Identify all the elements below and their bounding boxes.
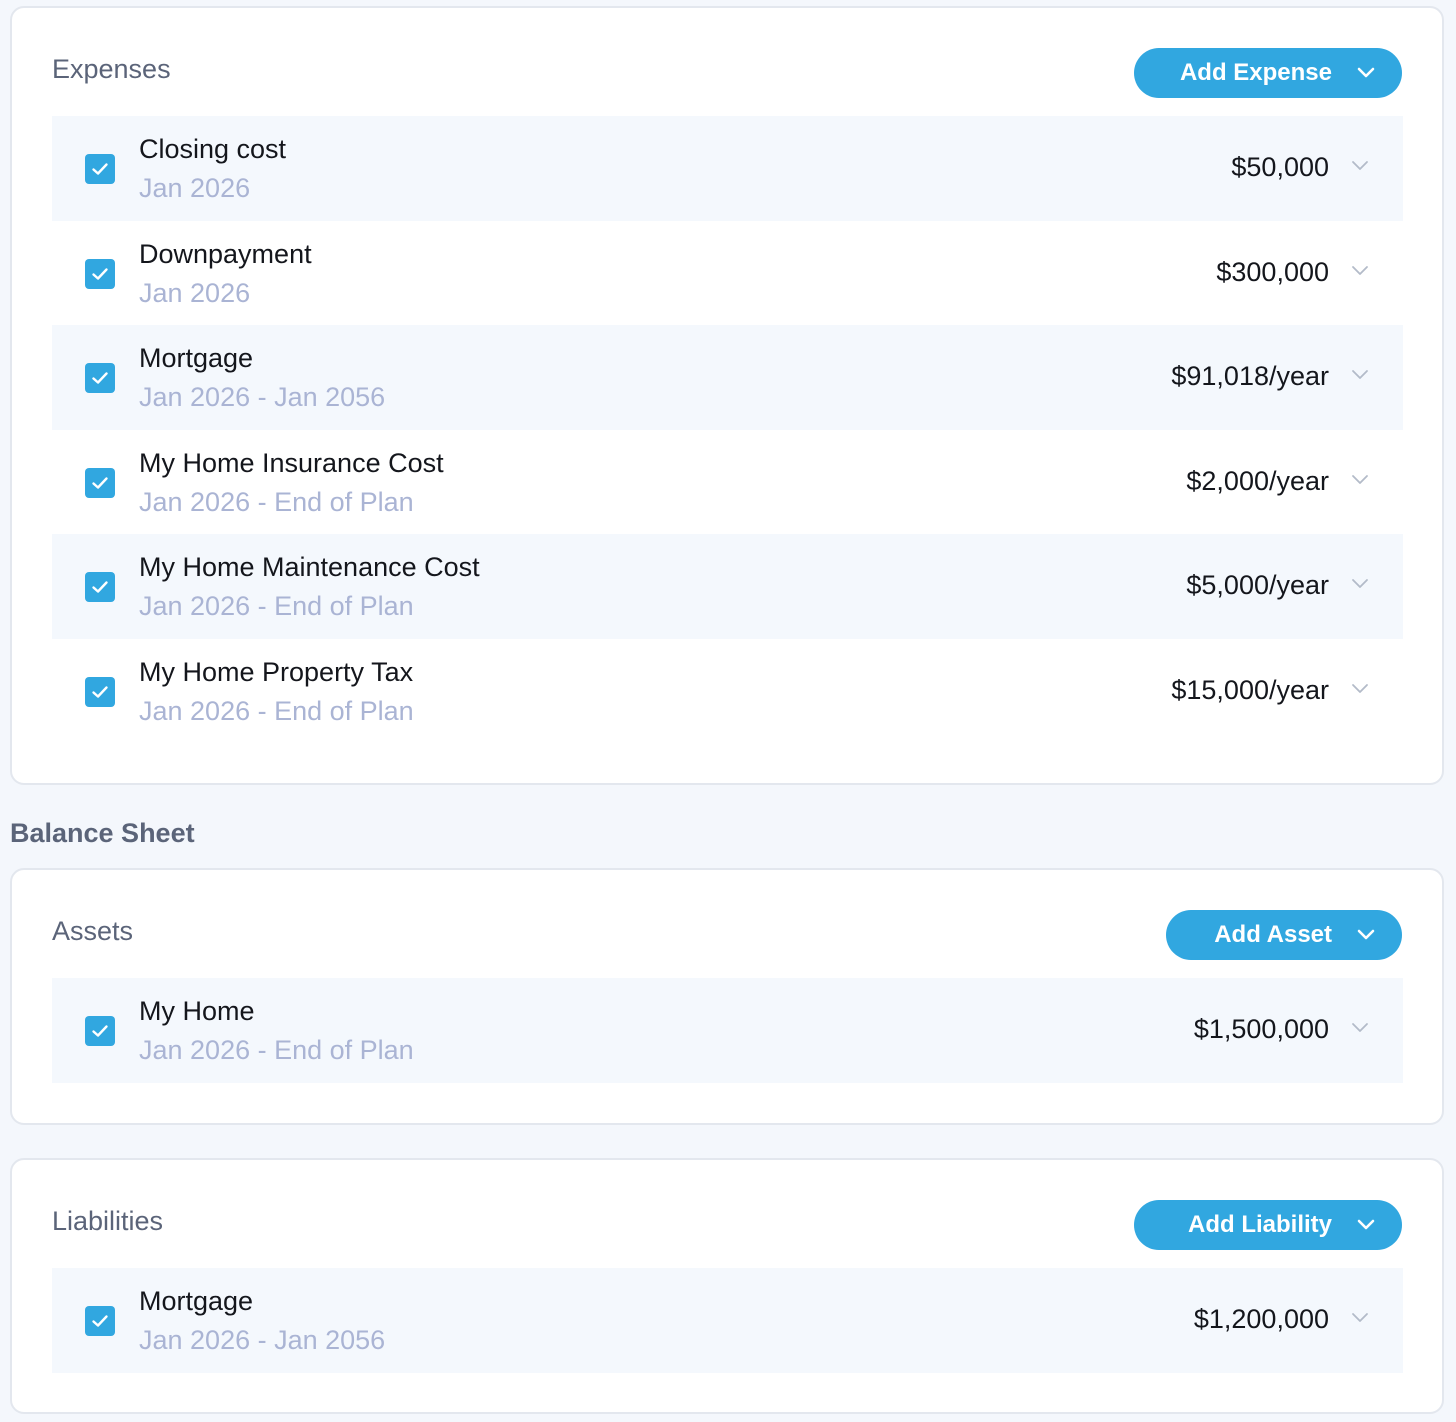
- list-item[interactable]: [52, 325, 1403, 430]
- item-date: Jan 2026 - Jan 2056: [139, 1325, 386, 1355]
- item-checkbox[interactable]: [85, 363, 115, 393]
- item-amount: $2,000/year: [1186, 465, 1329, 496]
- chevron-down-icon[interactable]: [1351, 683, 1369, 695]
- chevron-down-icon[interactable]: [1351, 265, 1369, 277]
- item-checkbox[interactable]: [85, 572, 115, 602]
- item-checkbox[interactable]: [85, 154, 115, 184]
- item-name: My Home: [139, 996, 255, 1026]
- add-asset-label: Add Asset: [1214, 921, 1332, 948]
- add-expense-button[interactable]: [1134, 48, 1402, 98]
- item-name: Downpayment: [139, 238, 312, 269]
- item-checkbox[interactable]: [85, 468, 115, 498]
- checkmark-icon: [91, 685, 109, 699]
- assets-list: [52, 978, 1403, 1083]
- checkmark-icon: [91, 371, 109, 385]
- list-item[interactable]: [52, 978, 1403, 1083]
- add-liability-label: Add Liability: [1188, 1211, 1332, 1238]
- chevron-down-icon: [1356, 928, 1376, 942]
- item-amount: $91,018/year: [1171, 361, 1329, 391]
- chevron-down-icon: [1356, 1218, 1376, 1232]
- expenses-list: [52, 116, 1403, 743]
- item-date: Jan 2026: [139, 173, 251, 203]
- balance-sheet-title: Balance Sheet: [10, 818, 195, 848]
- checkmark-icon: [91, 162, 109, 176]
- item-name: My Home Maintenance Cost: [139, 552, 480, 582]
- item-name: Mortgage: [139, 343, 254, 373]
- list-item[interactable]: [52, 534, 1403, 639]
- item-name: My Home Property Tax: [139, 656, 414, 687]
- item-amount: $50,000: [1231, 152, 1329, 182]
- chevron-down-icon: [1356, 66, 1376, 80]
- chevron-down-icon[interactable]: [1351, 369, 1369, 381]
- item-amount: $300,000: [1216, 256, 1329, 287]
- item-name: Mortgage: [139, 1286, 254, 1316]
- item-date: Jan 2026 - End of Plan: [139, 695, 414, 726]
- chevron-down-icon[interactable]: [1351, 1022, 1369, 1034]
- item-amount: $1,500,000: [1193, 1014, 1329, 1044]
- checkmark-icon: [91, 1024, 109, 1038]
- checkmark-icon: [91, 476, 109, 490]
- list-item[interactable]: [52, 639, 1403, 744]
- item-date: Jan 2026 - End of Plan: [139, 591, 414, 621]
- list-item[interactable]: [52, 430, 1403, 535]
- item-amount: $1,200,000: [1193, 1304, 1329, 1334]
- item-amount: $5,000/year: [1186, 570, 1329, 600]
- item-name: My Home Insurance Cost: [139, 447, 444, 478]
- chevron-down-icon[interactable]: [1351, 1312, 1369, 1324]
- item-checkbox[interactable]: [85, 1016, 115, 1046]
- item-date: Jan 2026 - End of Plan: [139, 1035, 414, 1065]
- list-item[interactable]: [52, 221, 1403, 326]
- item-date: Jan 2026: [139, 277, 251, 308]
- item-date: Jan 2026 - End of Plan: [139, 486, 414, 517]
- list-item[interactable]: [52, 1268, 1403, 1373]
- chevron-down-icon[interactable]: [1351, 578, 1369, 590]
- chevron-down-icon[interactable]: [1351, 160, 1369, 172]
- liabilities-card: [10, 1158, 1444, 1414]
- chevron-down-icon[interactable]: [1351, 474, 1369, 486]
- item-name: Closing cost: [139, 134, 287, 164]
- assets-title: Assets: [52, 916, 134, 946]
- item-amount: $15,000/year: [1171, 674, 1329, 705]
- checkmark-icon: [91, 580, 109, 594]
- expenses-title: Expenses: [52, 54, 171, 84]
- add-asset-button[interactable]: [1166, 910, 1402, 960]
- item-date: Jan 2026 - Jan 2056: [139, 382, 386, 412]
- add-expense-label: Add Expense: [1179, 59, 1332, 86]
- checkmark-icon: [91, 267, 109, 281]
- liabilities-title: Liabilities: [52, 1206, 164, 1236]
- liabilities-list: [52, 1268, 1403, 1373]
- add-liability-button[interactable]: [1134, 1200, 1402, 1250]
- list-item[interactable]: [52, 116, 1403, 221]
- item-checkbox[interactable]: [85, 259, 115, 289]
- item-checkbox[interactable]: [85, 1306, 115, 1336]
- checkmark-icon: [91, 1314, 109, 1328]
- assets-card: [10, 868, 1444, 1125]
- item-checkbox[interactable]: [85, 677, 115, 707]
- expenses-card: [10, 6, 1444, 785]
